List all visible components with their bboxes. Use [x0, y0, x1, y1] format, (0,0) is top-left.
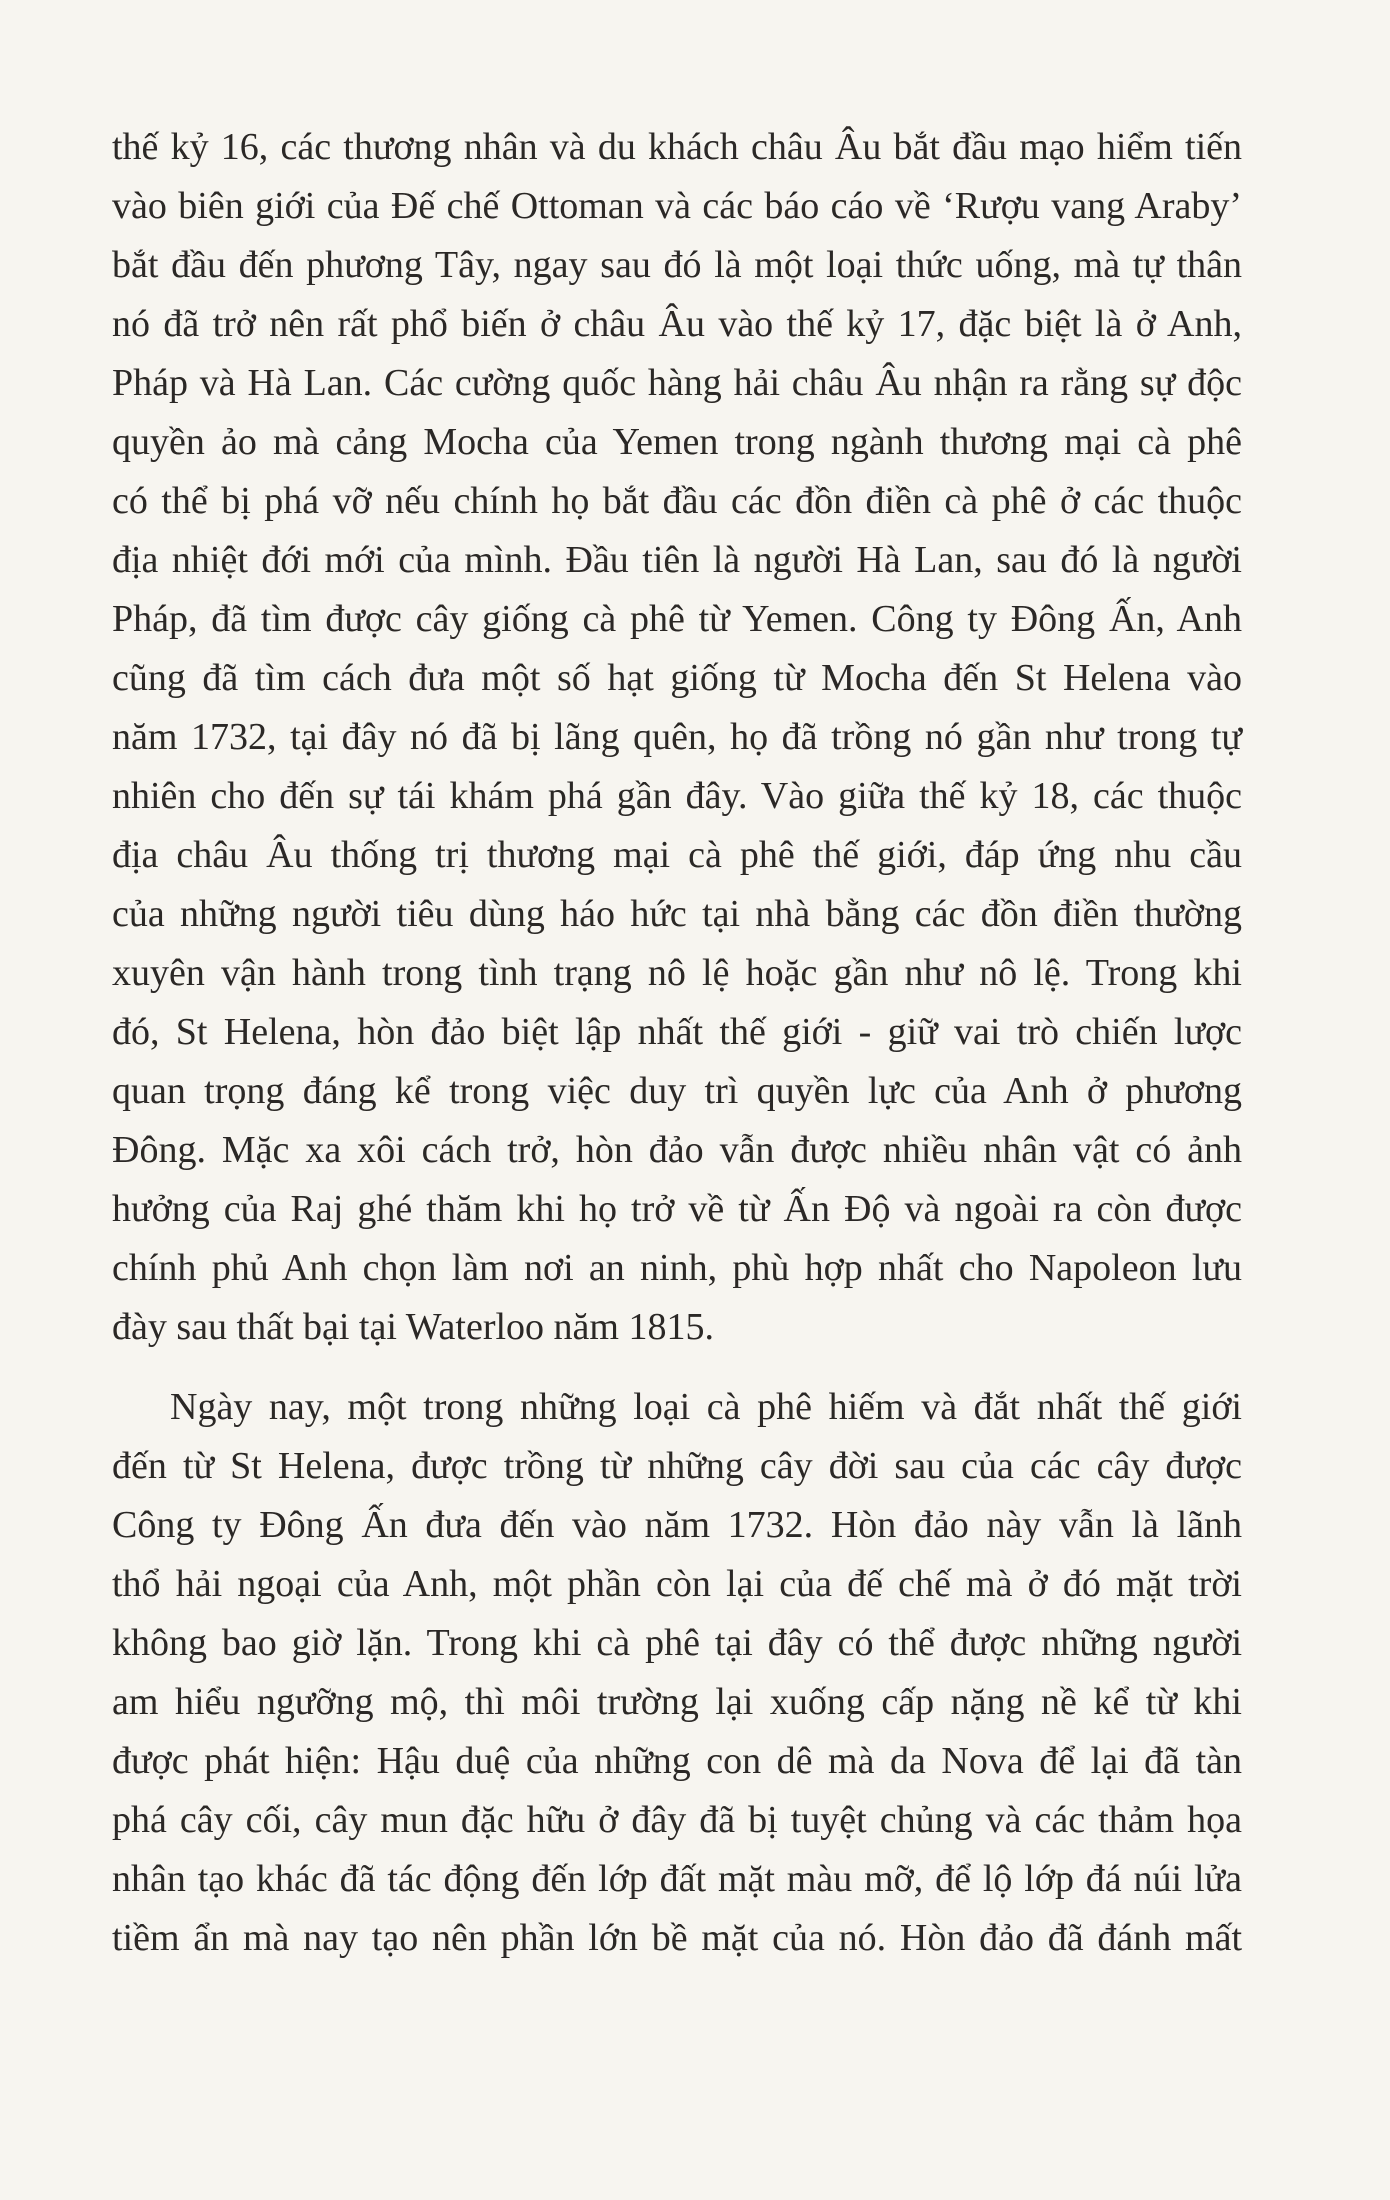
text-line: nhiên cho đến sự tái khám phá gần đây. Vào giữa thế kỷ 18, các thuộc [112, 775, 1242, 817]
text-line: nhân tạo khác đã tác động đến lớp đất mặt màu mỡ, để lộ lớp đá núi lửa [112, 1858, 1242, 1900]
text-line: chính phủ Anh chọn làm nơi an ninh, phù hợp nhất cho Napoleon lưu [112, 1247, 1242, 1289]
text-line: đến từ St Helena, được trồng từ những cây đời sau của các cây được [112, 1445, 1242, 1487]
text-line: đày sau thất bại tại Waterloo năm 1815. [112, 1306, 714, 1348]
text-line: địa châu Âu thống trị thương mại cà phê thế giới, đáp ứng nhu cầu [112, 834, 1242, 876]
text-line: am hiểu ngưỡng mộ, thì môi trường lại xuống cấp nặng nề kể từ khi [112, 1681, 1242, 1723]
text-line: nó đã trở nên rất phổ biến ở châu Âu vào thế kỷ 17, đặc biệt là ở Anh, [112, 303, 1242, 345]
text-line: có thể bị phá vỡ nếu chính họ bắt đầu các đồn điền cà phê ở các thuộc [112, 480, 1242, 522]
text-line: năm 1732, tại đây nó đã bị lãng quên, họ đã trồng nó gần như trong tự [112, 716, 1242, 758]
text-line: bắt đầu đến phương Tây, ngay sau đó là một loại thức uống, mà tự thân [112, 244, 1242, 286]
text-line: vào biên giới của Đế chế Ottoman và các báo cáo về ‘Rượu vang Araby’ [112, 185, 1242, 227]
text-line: tiềm ẩn mà nay tạo nên phần lớn bề mặt của nó. Hòn đảo đã đánh mất [112, 1917, 1242, 1959]
text-line: thế kỷ 16, các thương nhân và du khách châu Âu bắt đầu mạo hiểm tiến [112, 126, 1242, 168]
text-line: xuyên vận hành trong tình trạng nô lệ hoặc gần như nô lệ. Trong khi [112, 952, 1242, 994]
paragraph-coffee-history [112, 118, 1242, 1357]
text-line: Công ty Đông Ấn đưa đến vào năm 1732. Hòn đảo này vẫn là lãnh [112, 1504, 1242, 1546]
text-line: quan trọng đáng kể trong việc duy trì quyền lực của Anh ở phương [112, 1070, 1242, 1112]
text-line: Đông. Mặc xa xôi cách trở, hòn đảo vẫn được nhiều nhân vật có ảnh [112, 1129, 1242, 1171]
paragraph-st-helena-today [112, 1378, 1242, 1968]
text-line: của những người tiêu dùng háo hức tại nhà bằng các đồn điền thường [112, 893, 1242, 935]
text-line: không bao giờ lặn. Trong khi cà phê tại đây có thể được những người [112, 1622, 1242, 1664]
text-line: thổ hải ngoại của Anh, một phần còn lại của đế chế mà ở đó mặt trời [112, 1563, 1242, 1605]
text-line: Ngày nay, một trong những loại cà phê hiếm và đắt nhất thế giới [170, 1386, 1242, 1428]
text-line: Pháp và Hà Lan. Các cường quốc hàng hải châu Âu nhận ra rằng sự độc [112, 362, 1242, 404]
text-line: được phát hiện: Hậu duệ của những con dê mà da Nova để lại đã tàn [112, 1740, 1242, 1782]
text-line: cũng đã tìm cách đưa một số hạt giống từ Mocha đến St Helena vào [112, 657, 1242, 699]
text-line: Pháp, đã tìm được cây giống cà phê từ Yemen. Công ty Đông Ấn, Anh [112, 598, 1242, 640]
text-line: địa nhiệt đới mới của mình. Đầu tiên là người Hà Lan, sau đó là người [112, 539, 1242, 581]
text-line: quyền ảo mà cảng Mocha của Yemen trong ngành thương mại cà phê [112, 421, 1242, 463]
text-line: phá cây cối, cây mun đặc hữu ở đây đã bị tuyệt chủng và các thảm họa [112, 1799, 1242, 1841]
text-line: đó, St Helena, hòn đảo biệt lập nhất thế giới - giữ vai trò chiến lược [112, 1011, 1242, 1053]
text-line: hưởng của Raj ghé thăm khi họ trở về từ Ấn Độ và ngoài ra còn được [112, 1188, 1242, 1230]
